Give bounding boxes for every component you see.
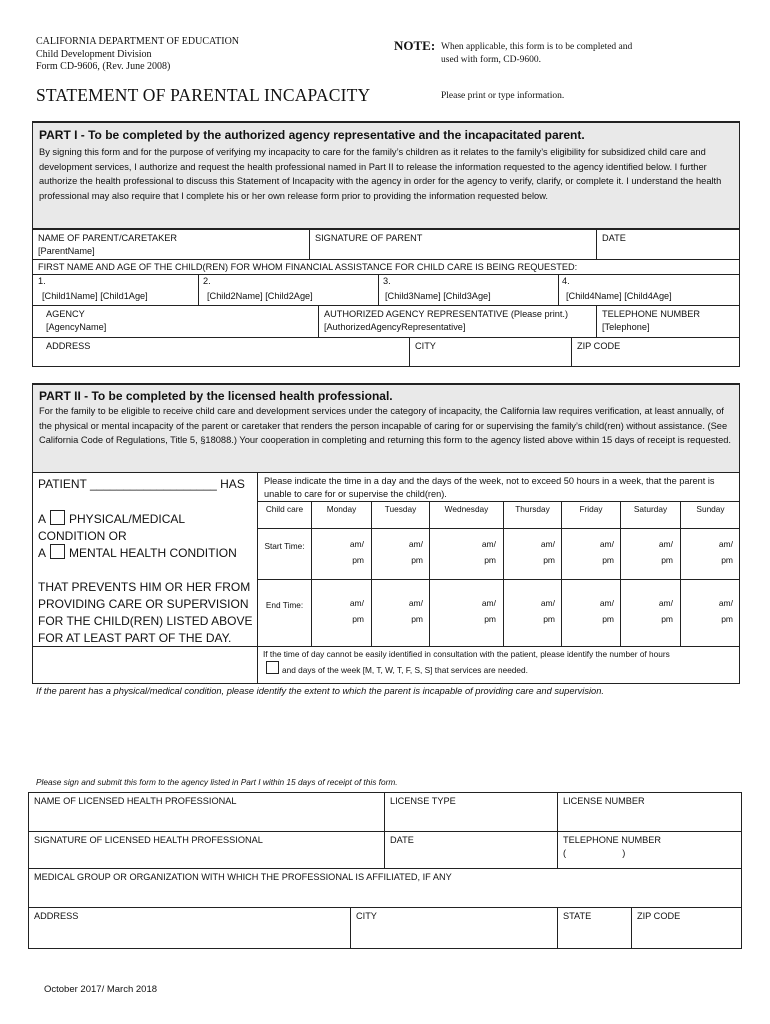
prof-phone-label: TELEPHONE NUMBER [563, 835, 662, 845]
prof-address-label: ADDRESS [34, 911, 79, 921]
start-time-label: Start Time: [264, 541, 305, 551]
note-text: When applicable, this form is to be completed and used with form, CD-9600. [441, 42, 633, 65]
prevents-line-3: FOR THE CHILD(REN) LISTED ABOVE [38, 614, 253, 628]
child1-num: 1. [38, 276, 46, 286]
patient-line: PATIENT ___________________ HAS [38, 477, 245, 491]
zip-label: ZIP CODE [577, 341, 621, 351]
time-instruction: Please indicate the time in a day and the days of the week, not to exceed 50 hours in a week, that the parent is unable to care for or supervise the child(ren). [264, 476, 715, 499]
day-monday: Monday [326, 504, 357, 514]
physical-checkbox[interactable] [50, 510, 65, 525]
prevents-line-1: THAT PREVENTS HIM OR HER FROM [38, 580, 251, 594]
prof-phone-paren: ( ) [563, 847, 626, 858]
grid-hline-2 [257, 528, 740, 529]
note-label: NOTE: [394, 38, 436, 53]
extent-note: If the parent has a physical/medical condition, please identify the extent to which the parent is incapable of providing care and supervision. [36, 686, 604, 696]
start-thursday[interactable]: am/ pm [540, 539, 555, 565]
children-label-row [32, 259, 740, 275]
license-type-field[interactable] [384, 792, 558, 832]
prevents-line-4: FOR AT LEAST PART OF THE DAY. [38, 631, 232, 645]
prof-zip-label: ZIP CODE [637, 911, 681, 921]
day-wednesday: Wednesday [444, 504, 489, 514]
part2-title: PART II - To be completed by the licensed health professional. [39, 389, 393, 403]
a1-text: A [38, 512, 47, 526]
day-tuesday: Tuesday [384, 504, 417, 514]
end-monday[interactable]: am/ pm [349, 598, 364, 624]
child-divider-2 [378, 274, 379, 306]
end-thursday[interactable]: am/ pm [540, 598, 555, 624]
child4-num: 4. [562, 276, 570, 286]
patient-statement-box [32, 472, 258, 647]
date-label: DATE [602, 233, 626, 243]
agency-label: AGENCY [46, 309, 85, 319]
start-friday[interactable]: am/ pm [599, 539, 614, 565]
rep-value: [AuthorizedAgencyRepresentative] [324, 321, 466, 332]
prof-address-field[interactable] [28, 907, 351, 949]
child-divider-3 [558, 274, 559, 306]
prof-sig-label: SIGNATURE OF LICENSED HEALTH PROFESSIONAL [34, 835, 263, 845]
prof-name-label: NAME OF LICENSED HEALTH PROFESSIONAL [34, 796, 237, 806]
children-label: FIRST NAME AND AGE OF THE CHILD(REN) FOR WHOM FINANCIAL ASSISTANCE FOR CHILD CARE IS BEING REQUESTED: [38, 262, 578, 272]
grid-hline-1 [257, 501, 740, 502]
parent-name-value: [ParentName] [38, 245, 95, 256]
child3-value[interactable]: [Child3Name] [Child3Age] [385, 291, 491, 301]
agency-line1: CALIFORNIA DEPARTMENT OF EDUCATION [36, 36, 240, 47]
footer-date: October 2017/ March 2018 [44, 984, 158, 995]
agency-phone-field[interactable] [596, 305, 740, 338]
part1-title: PART I - To be completed by the authorized agency representative and the incapacitated parent. [39, 128, 585, 142]
start-tuesday[interactable]: am/ pm [408, 539, 423, 565]
child2-num: 2. [203, 276, 211, 286]
agency-header [36, 36, 239, 74]
agency-line2: Child Development Division [36, 48, 152, 60]
agency-city-field[interactable] [409, 337, 572, 367]
child-divider-1 [198, 274, 199, 306]
signature-label: SIGNATURE OF PARENT [315, 233, 423, 243]
child4-value[interactable]: [Child4Name] [Child4Age] [566, 291, 672, 301]
end-sunday[interactable]: am/ pm [718, 598, 733, 624]
child3-num: 3. [383, 276, 391, 286]
end-friday[interactable]: am/ pm [599, 598, 614, 624]
submit-note: Please sign and submit this form to the agency listed in Part I within 15 days of receipt of this form. [36, 777, 398, 787]
agency-field[interactable] [32, 305, 319, 338]
city-label: CITY [415, 341, 436, 351]
parent-date-field[interactable] [596, 229, 740, 260]
medgroup-field[interactable] [28, 868, 742, 908]
license-type-label: LICENSE TYPE [390, 796, 456, 806]
prof-date-field[interactable] [384, 831, 558, 869]
start-saturday[interactable]: am/ pm [658, 539, 673, 565]
prof-state-field[interactable] [557, 907, 632, 949]
grid-hline-4 [257, 646, 740, 647]
grid-hline-3 [257, 579, 740, 580]
a2-text: A [38, 546, 47, 560]
prof-signature-field[interactable] [28, 831, 385, 869]
parent-name-field[interactable] [32, 229, 310, 260]
prof-city-label: CITY [356, 911, 377, 921]
left-bottom-cell [32, 646, 258, 684]
mental-checkbox[interactable] [50, 544, 65, 559]
prof-state-label: STATE [563, 911, 592, 921]
start-monday[interactable]: am/ pm [349, 539, 364, 565]
agency-phone-value: [Telephone] [602, 321, 650, 332]
form-title: STATEMENT OF PARENTAL INCAPACITY [36, 85, 371, 105]
child1-value[interactable]: [Child1Name] [Child1Age] [42, 291, 148, 301]
address-label: ADDRESS [46, 341, 91, 351]
hours-note2-text: and days of the week [M, T, W, T, F, S, S] that services are needed. [282, 665, 528, 675]
agency-zip-field[interactable] [571, 337, 740, 367]
end-saturday[interactable]: am/ pm [658, 598, 673, 624]
physical-label: PHYSICAL/MEDICAL [69, 512, 186, 526]
child-care-header: Child care [265, 504, 304, 514]
prof-phone-field[interactable] [557, 831, 742, 869]
end-wednesday[interactable]: am/ pm [481, 598, 496, 624]
start-sunday[interactable]: am/ pm [718, 539, 733, 565]
print-note: Please print or type information. [441, 91, 565, 101]
agency-rep-field[interactable] [318, 305, 597, 338]
prof-zip-field[interactable] [631, 907, 742, 949]
rep-label: AUTHORIZED AGENCY REPRESENTATIVE (Please print.) [324, 309, 569, 319]
prevents-line-2: PROVIDING CARE OR SUPERVISION [38, 597, 249, 611]
day-saturday: Saturday [633, 504, 668, 514]
agency-address-field[interactable] [32, 337, 410, 367]
agency-line3: Form CD-9606, (Rev. June 2008) [36, 61, 171, 72]
license-number-field[interactable] [557, 792, 742, 832]
part1-body: By signing this form and for the purpose of verifying my incapacity to care for the family’s children as it relates to the family’s eligibility for subsidized child care and development services, I authorize and request the health professional named in Part II to release the information requested to the agency identified below. I further authorize the health professional to discuss this Statement of Incapacity with the agency in order for the agency to verify, clarify, or complete it. I understand the health professional may also require that I complete his or her own release form prior to providing the information requested below. [39, 147, 722, 201]
license-number-label: LICENSE NUMBER [563, 796, 645, 806]
agency-value: [AgencyName] [46, 321, 107, 332]
agency-phone-label: TELEPHONE NUMBER [602, 309, 701, 319]
end-time-label: End Time: [265, 600, 304, 610]
parent-signature-field[interactable] [309, 229, 597, 260]
part2-header-box [32, 383, 740, 473]
prof-name-field[interactable] [28, 792, 385, 832]
condition-or: CONDITION OR [38, 529, 127, 543]
parent-name-label: NAME OF PARENT/CARETAKER [38, 233, 178, 243]
hours-note: If the time of day cannot be easily identified in consultation with the patient, please identify the number of hours [263, 649, 670, 659]
day-friday: Friday [579, 504, 603, 514]
hours-note-line2 [263, 661, 528, 675]
day-thursday: Thursday [515, 504, 550, 514]
day-sunday: Sunday [696, 504, 725, 514]
start-wednesday[interactable]: am/ pm [481, 539, 496, 565]
medgroup-label: MEDICAL GROUP OR ORGANIZATION WITH WHICH THE PROFESSIONAL IS AFFILIATED, IF ANY [34, 872, 452, 882]
physical-option [38, 510, 185, 528]
part2-body: For the family to be eligible to receive child care and development services under the category of incapacity, the California law requires verification, at least annually, of the physical or mental incapacity of the parent or caretaker that renders the person incapable of caring for or supervising the family’s child(ren) without assistance. (See California Code of Regulations, Title 5, §18088.) Your cooperation in completing and returning this form to the agency listed above within 15 days of receipt is requested. [39, 406, 732, 446]
mental-option [38, 544, 237, 562]
mental-label: MENTAL HEALTH CONDITION [69, 546, 237, 560]
hours-checkbox[interactable] [266, 661, 279, 674]
part1-header-box [32, 121, 740, 229]
end-tuesday[interactable]: am/ pm [408, 598, 423, 624]
prof-date-label: DATE [390, 835, 414, 845]
prof-city-field[interactable] [350, 907, 558, 949]
child2-value[interactable]: [Child2Name] [Child2Age] [207, 291, 313, 301]
